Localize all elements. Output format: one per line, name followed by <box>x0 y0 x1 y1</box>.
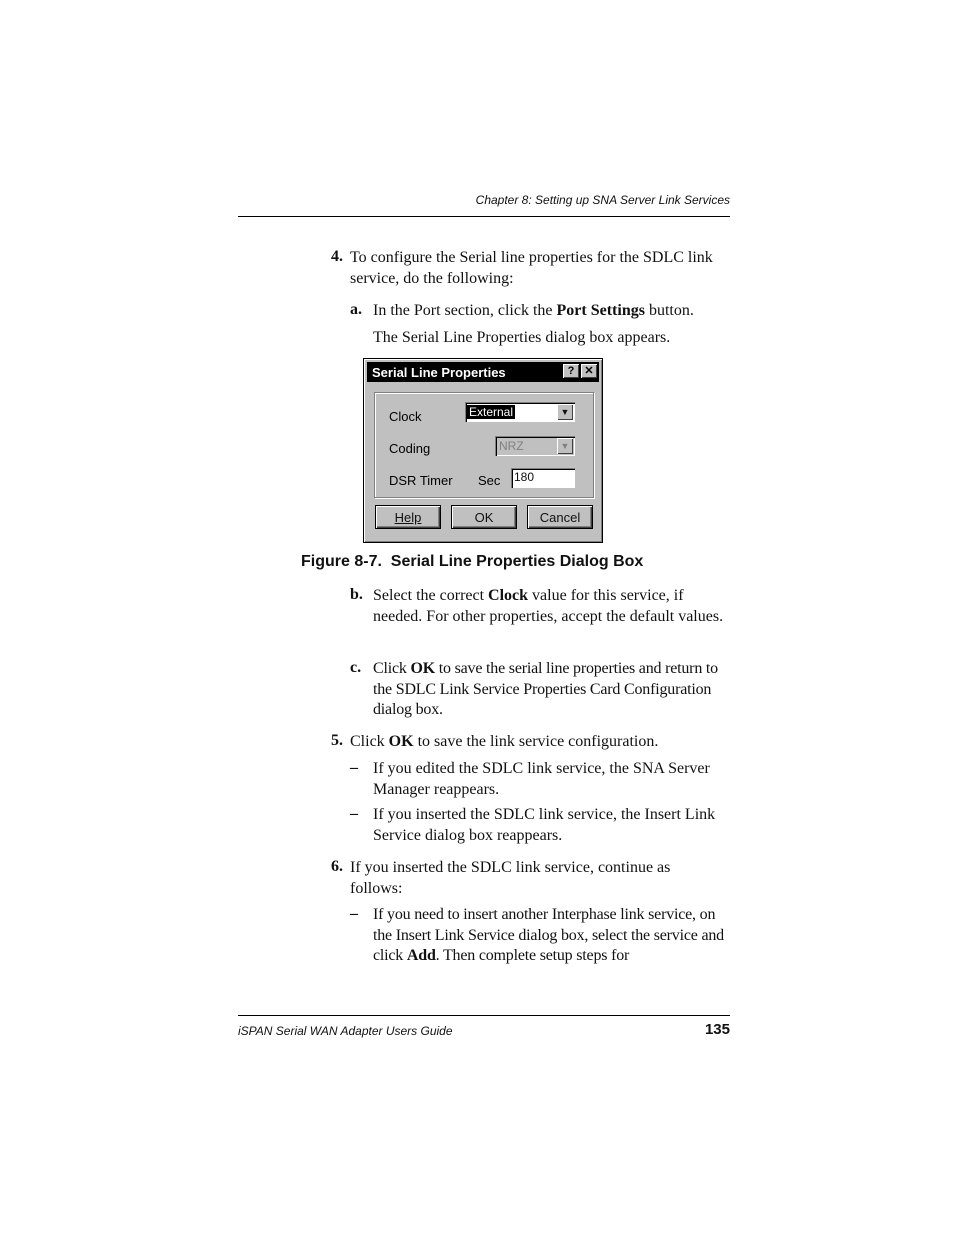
step-4-text: To configure the Serial line properties for the SDLC link service, do the following: <box>350 249 713 287</box>
clock-select[interactable] <box>465 402 575 422</box>
clock-label: Clock <box>389 409 422 424</box>
footer-guide-title: iSPAN Serial WAN Adapter Users Guide <box>238 1024 453 1038</box>
sec-label: Sec <box>478 473 501 488</box>
help-icon[interactable]: ? <box>563 364 579 378</box>
step-6-dash-1: – <box>350 905 358 922</box>
dsr-timer-field[interactable] <box>511 468 575 488</box>
coding-value: NRZ <box>499 439 524 453</box>
step-6-text: If you inserted the SDLC link service, continue as follows: <box>350 859 671 897</box>
help-button[interactable] <box>375 505 441 529</box>
dsr-timer-label: DSR Timer <box>389 473 453 488</box>
step-4a-text: In the Port section, click the Port Settings button. <box>373 302 694 319</box>
step-5-item-2: If you inserted the SDLC link service, the Insert Link Service dialog box reappears. <box>373 806 716 844</box>
page-number: 135 <box>704 1021 730 1038</box>
chevron-down-icon[interactable]: ▼ <box>557 404 573 420</box>
coding-label: Coding <box>389 441 431 456</box>
header-rule <box>238 216 730 217</box>
clock-value: External <box>469 405 514 419</box>
dialog-titlebar <box>367 362 599 382</box>
ok-button[interactable] <box>451 505 517 529</box>
step-5-dash-2: – <box>350 805 358 822</box>
cancel-button[interactable] <box>527 505 593 529</box>
step-4c-text: Click OK to save the serial line properties and return to the SDLC Link Service Properties Card Configuration dialog box. <box>373 660 718 718</box>
step-5-text: Click OK to save the link service configuration. <box>350 733 659 750</box>
dialog-title: Serial Line Properties <box>372 365 506 380</box>
serial-line-properties-dialog <box>363 358 603 543</box>
ok-button-label: OK <box>474 510 494 525</box>
step-4a-number: a. <box>350 301 362 318</box>
step-6-number: 6. <box>331 858 343 875</box>
chevron-down-icon: ▼ <box>557 438 573 454</box>
step-5-number: 5. <box>331 732 343 749</box>
cancel-button-label: Cancel <box>539 510 581 525</box>
figure-caption: Figure 8-7. Serial Line Properties Dialog Box <box>301 553 644 570</box>
coding-select[interactable] <box>495 436 575 456</box>
chapter-header: Chapter 8: Setting up SNA Server Link Services <box>475 193 730 207</box>
footer-rule <box>238 1015 730 1016</box>
help-button-label: Help <box>394 510 422 525</box>
step-4b-number: b. <box>350 586 363 603</box>
step-4b-text: Select the correct Clock value for this service, if needed. For other properties, accept the default values. <box>373 587 724 625</box>
dsr-timer-value: 180 <box>514 470 535 484</box>
step-4-number: 4. <box>331 248 343 265</box>
step-4c-number: c. <box>350 659 362 676</box>
step-4a-note: The Serial Line Properties dialog box appears. <box>373 329 671 346</box>
step-6-item-1: If you need to insert another Interphase link service, on the Insert Link Service dialog box, select the service and click Add. Then complete setup steps for <box>373 906 724 964</box>
step-5-dash-1: – <box>350 759 358 776</box>
close-icon[interactable]: ✕ <box>581 364 597 378</box>
step-5-item-1: If you edited the SDLC link service, the SNA Server Manager reappears. <box>373 760 710 798</box>
